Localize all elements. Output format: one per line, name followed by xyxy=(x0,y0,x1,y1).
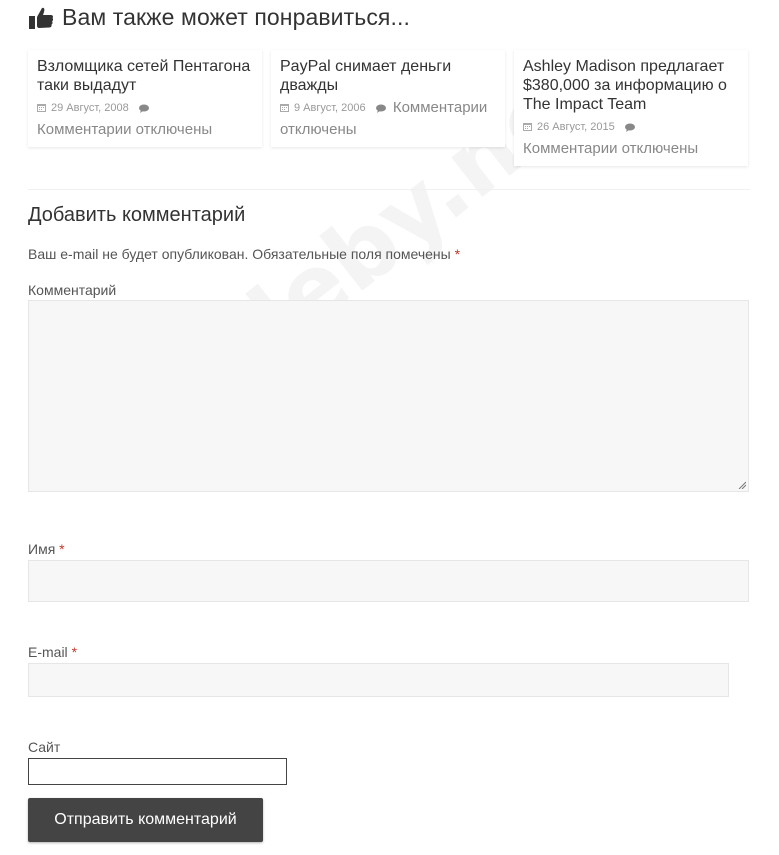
calendar-icon xyxy=(37,104,46,112)
reply-title: Добавить комментарий xyxy=(28,204,246,226)
post-comments-link[interactable]: Комментарии отключены xyxy=(280,99,488,138)
post-date-text: 26 Август, 2015 xyxy=(537,121,615,133)
related-posts-title: Вам также может понравиться... xyxy=(62,4,410,30)
email-input[interactable] xyxy=(28,663,729,697)
related-post-card xyxy=(271,50,505,147)
section-divider xyxy=(28,189,750,190)
comment-icon xyxy=(139,104,149,113)
comment-icon xyxy=(625,123,635,132)
required-mark: * xyxy=(59,541,65,557)
calendar-icon xyxy=(280,104,289,112)
post-date xyxy=(37,97,129,119)
post-comments-link[interactable]: Комментарии отключены xyxy=(37,121,213,138)
related-post-card xyxy=(28,50,262,147)
name-label xyxy=(28,541,65,557)
post-comments-link[interactable]: Комментарии отключены xyxy=(523,140,699,157)
post-meta xyxy=(523,116,740,160)
post-date-text: 29 Август, 2008 xyxy=(51,102,129,114)
name-input[interactable] xyxy=(28,560,749,602)
comment-textarea[interactable] xyxy=(28,300,749,492)
comment-icon xyxy=(376,104,386,113)
calendar-icon xyxy=(523,123,532,131)
related-post-title[interactable]: Взломщика сетей Пентагона таки выдадут xyxy=(37,58,251,94)
email-label xyxy=(28,644,77,660)
thumbs-up-icon xyxy=(28,5,54,31)
related-post-title[interactable]: Ashley Madison предлагает $380,000 за информацию о The Impact Team xyxy=(523,58,727,113)
related-posts-header xyxy=(28,4,410,31)
submit-comment-button[interactable]: Отправить комментарий xyxy=(28,798,263,842)
post-meta xyxy=(280,97,497,141)
required-mark: * xyxy=(71,644,78,660)
required-mark: * xyxy=(454,246,461,262)
website-label: Сайт xyxy=(28,739,61,755)
resize-grip-icon[interactable] xyxy=(738,481,746,489)
website-input[interactable] xyxy=(28,758,287,785)
post-date-text: 9 Август, 2006 xyxy=(294,102,366,114)
comment-notes-text: Ваш e-mail не будет опубликован. Обязательные поля помечены xyxy=(28,246,451,262)
post-meta xyxy=(37,97,254,141)
comment-notes xyxy=(28,246,460,262)
post-date xyxy=(280,97,366,119)
email-label-text: E-mail xyxy=(28,644,68,660)
related-post-title[interactable]: PayPal снимает деньги дважды xyxy=(280,58,452,94)
post-date xyxy=(523,116,615,138)
related-post-card xyxy=(514,50,748,166)
comment-label: Комментарий xyxy=(28,282,117,298)
name-label-text: Имя xyxy=(28,541,56,557)
